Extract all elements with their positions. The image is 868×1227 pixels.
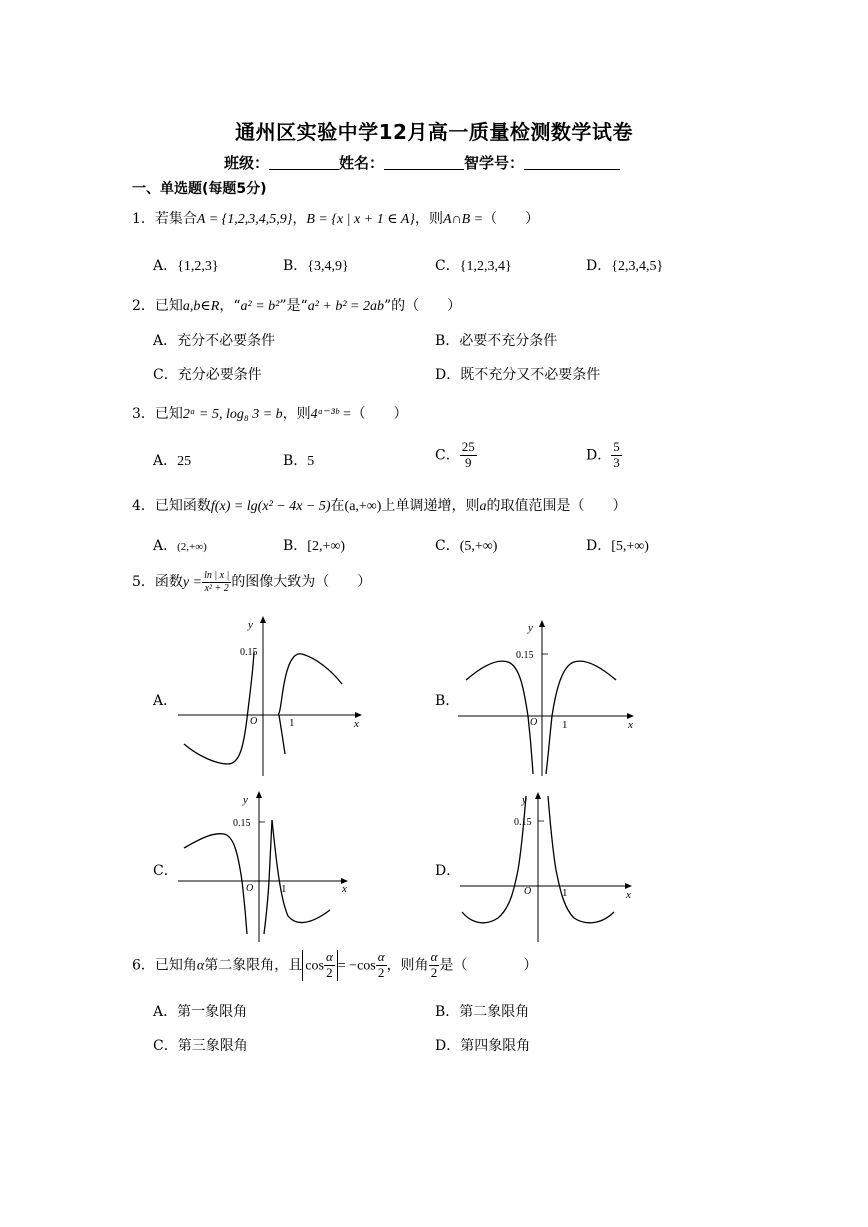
option-value: 5 — [307, 454, 315, 469]
x-label: x — [628, 719, 633, 731]
answer-paren: （ ） — [351, 406, 408, 422]
option-value: {3,4,9} — [307, 259, 349, 274]
y-label: y — [528, 622, 533, 634]
answer-paren: 是（ ） — [439, 957, 538, 974]
q2-option-a[interactable]: A．充分不必要条件 — [153, 333, 276, 349]
numerator: α — [430, 949, 438, 964]
then-text: ，则 — [414, 211, 443, 227]
id-blank[interactable] — [524, 155, 620, 170]
y-axis-arrow — [535, 792, 541, 799]
origin-label: O — [530, 717, 538, 728]
numerator: α — [377, 949, 385, 964]
option-value: (2,+∞) — [177, 541, 207, 553]
option-value: [5,+∞) — [611, 539, 649, 554]
name-label: 姓名： — [339, 154, 385, 172]
condition-domain: a,b∈R — [182, 299, 220, 314]
question-text-2: 上单调递增，则 — [381, 498, 480, 514]
q3-option-a[interactable] — [153, 450, 191, 470]
question-text-2: 第二象限角，且 — [204, 957, 303, 974]
set-a: A = {1,2,3,4,5,9} — [196, 212, 293, 227]
option-letter: B． — [283, 538, 308, 554]
q6-option-a[interactable]: A．第一象限角 — [153, 1004, 248, 1020]
q5-option-d[interactable]: D． — [435, 863, 461, 879]
option-letter: A． — [153, 453, 178, 469]
question-number: 3． — [132, 406, 155, 422]
q6-option-b[interactable]: B．第二象限角 — [435, 1004, 530, 1020]
option-letter: A． — [153, 538, 178, 554]
q4-option-a[interactable] — [153, 535, 207, 555]
tick-015-label: 0.15 — [516, 650, 534, 661]
set-b: B = {x | x + 1 ∈ A} — [306, 212, 415, 227]
question-number: 1． — [132, 211, 155, 227]
option-letter: D． — [586, 447, 612, 464]
denominator: 9 — [464, 454, 472, 470]
q6-option-c[interactable]: C．第三象限角 — [153, 1038, 248, 1054]
condition-2: a² + b² = 2ab — [307, 299, 384, 314]
y-label: y — [248, 619, 253, 631]
tick-1-label: 1 — [281, 883, 287, 895]
target-expr: 4ᵃ⁻³ᵇ = — [310, 407, 352, 422]
curve-right — [548, 796, 614, 923]
q5-option-c[interactable]: C． — [153, 863, 178, 879]
q2-option-c[interactable]: C．充分必要条件 — [153, 367, 262, 383]
question-text: 已知 — [154, 406, 183, 422]
y-axis-arrow — [539, 620, 545, 627]
question-4 — [132, 495, 626, 515]
y-label: y — [522, 794, 527, 806]
x-label: x — [354, 718, 359, 730]
tick-1-label: 1 — [562, 719, 568, 731]
y-axis-arrow — [260, 616, 266, 623]
intersection-expr: A∩B = — [442, 212, 484, 227]
q5-option-a[interactable]: A． — [153, 693, 178, 709]
separator: ， — [292, 211, 307, 227]
option-value: 25 — [177, 454, 192, 469]
curve-right — [546, 661, 616, 774]
denominator: 2 — [430, 964, 438, 980]
question-6 — [132, 950, 537, 981]
is-text: ”是“ — [279, 298, 308, 314]
numerator: ln | x | — [204, 570, 230, 581]
question-1 — [132, 208, 539, 228]
in-text: 在 — [330, 498, 345, 514]
option-letter: C． — [435, 258, 460, 274]
question-text: 函数 — [154, 574, 183, 590]
question-text: 已知 — [154, 298, 183, 314]
y-equals: y = — [182, 575, 203, 590]
origin-label: O — [246, 883, 254, 894]
curve-left — [184, 652, 254, 764]
tick-1-label: 1 — [289, 717, 295, 729]
graph-b[interactable] — [456, 618, 640, 778]
tick-015-label: 0.15 — [240, 647, 258, 658]
tick-1-label: 1 — [562, 887, 568, 899]
question-text: 若集合 — [154, 211, 197, 227]
x-label: x — [342, 883, 347, 895]
abs-cos-expr — [302, 950, 338, 981]
q6-option-d[interactable]: D．第四象限角 — [435, 1038, 531, 1054]
question-number: 4． — [132, 498, 155, 514]
fraction — [429, 950, 440, 981]
variable-a: a — [479, 499, 487, 514]
condition-1: a² = b² — [240, 299, 280, 314]
question-number: 2． — [132, 298, 155, 314]
curve-right — [278, 654, 342, 714]
curve-left — [462, 796, 526, 923]
option-letter: B． — [283, 258, 308, 274]
fraction — [202, 570, 231, 594]
answer-paren: （ ） — [483, 211, 540, 227]
option-value: {2,3,4,5} — [611, 259, 664, 274]
question-3 — [132, 403, 408, 423]
q1-option-b[interactable] — [283, 255, 349, 275]
numerator: 25 — [461, 439, 475, 454]
q4-option-c[interactable] — [435, 535, 497, 555]
name-blank[interactable] — [384, 155, 464, 170]
q5-option-b[interactable]: B． — [435, 693, 460, 709]
option-value: [2,+∞) — [307, 539, 345, 554]
option-letter: D． — [586, 538, 612, 554]
q2-option-b[interactable]: B．必要不充分条件 — [435, 333, 558, 349]
y-axis-arrow — [256, 791, 262, 798]
class-label: 班级： — [224, 154, 270, 172]
numerator: α — [325, 949, 333, 964]
function-expr: f(x) = lg(x² − 4x − 5) — [210, 499, 331, 514]
denominator: 3 — [613, 454, 620, 470]
curve-left — [466, 661, 533, 774]
equals-neg-cos: = −cos — [337, 958, 376, 974]
then-text: ，则角 — [386, 957, 429, 974]
graph-a[interactable] — [176, 614, 366, 778]
section-header: 一、单选题(每题5分) — [132, 181, 267, 197]
q3-option-d[interactable] — [586, 440, 622, 471]
origin-label: O — [524, 886, 532, 897]
curve-right-tail — [272, 820, 330, 923]
question-text: 已知函数 — [154, 498, 211, 514]
origin-label: O — [250, 716, 258, 727]
denominator: 2 — [377, 964, 385, 980]
fraction — [460, 440, 477, 471]
then-text: ，则 — [282, 406, 311, 422]
quote-open: ，“ — [219, 298, 241, 314]
option-letter: A． — [153, 258, 178, 274]
curve-left — [184, 834, 247, 934]
denominator: 2 — [326, 964, 333, 980]
graph-c[interactable] — [176, 788, 356, 944]
page-title: 通州区实验中学12月高一质量检测数学试卷 — [235, 120, 633, 144]
fraction — [324, 950, 335, 981]
q3-option-b[interactable] — [283, 450, 314, 470]
option-letter: B． — [283, 453, 308, 469]
tick-015-label: 0.15 — [233, 818, 251, 829]
option-letter: D． — [586, 258, 612, 274]
question-number: 5． — [132, 574, 155, 590]
answer-paren: ”的（ ） — [383, 298, 462, 314]
given-expr: 2ᵃ = 5, log₈ 3 = b — [182, 407, 283, 422]
option-value: {1,2,3} — [177, 259, 219, 274]
q3-option-c[interactable] — [435, 440, 477, 471]
class-blank[interactable] — [269, 155, 339, 170]
q2-option-d[interactable]: D．既不充分又不必要条件 — [435, 367, 601, 383]
tick-015-label: 0.15 — [514, 817, 532, 828]
fraction — [611, 440, 622, 471]
numerator: 5 — [613, 439, 620, 454]
question-text: 已知角 — [154, 957, 197, 974]
q4-option-d[interactable] — [586, 535, 649, 555]
curve-tail — [279, 715, 285, 754]
q1-option-d[interactable] — [586, 255, 663, 275]
answer-paren: 的图像大致为（ ） — [231, 574, 372, 590]
cos-text: cos — [305, 958, 324, 974]
graph-d[interactable] — [458, 790, 638, 944]
q1-option-a[interactable] — [153, 255, 219, 275]
alpha-symbol: α — [196, 958, 205, 974]
option-value: {1,2,3,4} — [459, 259, 512, 274]
interval-expr: (a,+∞) — [344, 499, 382, 514]
option-letter: C． — [435, 538, 460, 554]
question-5 — [132, 570, 371, 594]
q4-option-b[interactable] — [283, 535, 345, 555]
question-number: 6． — [132, 957, 155, 974]
denominator: x² + 2 — [204, 582, 229, 594]
q1-option-c[interactable] — [435, 255, 512, 275]
curve-right-rise — [264, 820, 272, 934]
fraction — [376, 950, 387, 981]
option-value: (5,+∞) — [459, 539, 498, 554]
id-label: 智学号： — [464, 154, 525, 172]
option-letter: C． — [435, 447, 460, 464]
student-info-row — [224, 152, 620, 173]
question-2 — [132, 295, 461, 315]
y-label: y — [243, 794, 248, 806]
answer-paren: 的取值范围是（ ） — [486, 498, 627, 514]
x-label: x — [626, 889, 631, 901]
